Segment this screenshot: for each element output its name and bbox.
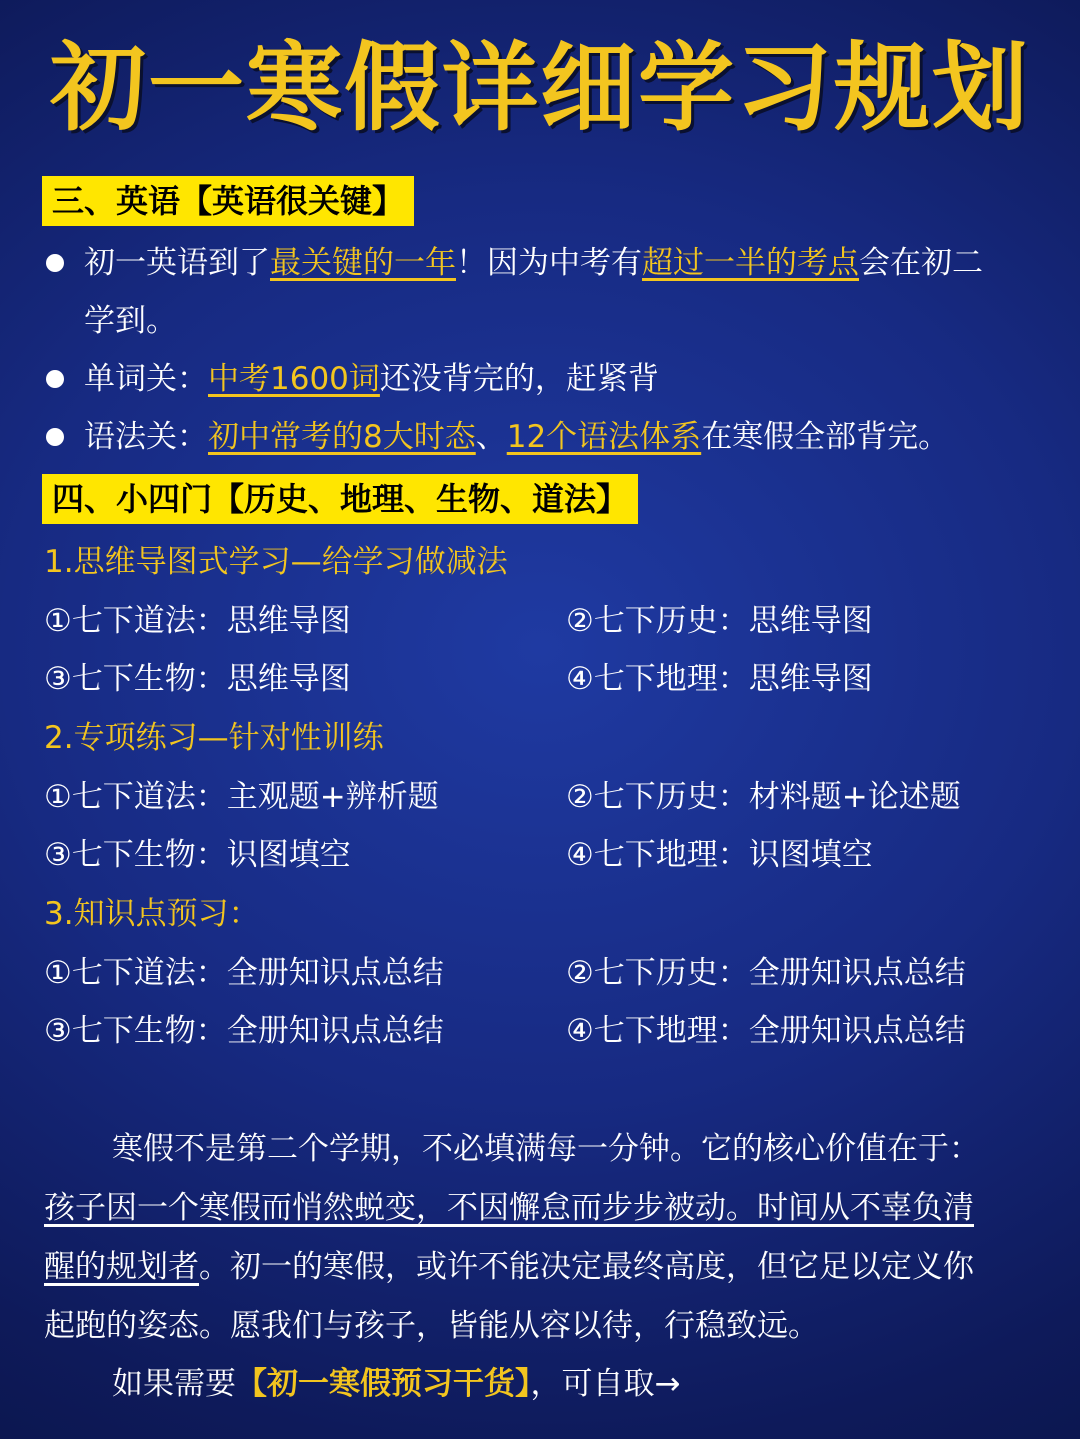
bullet-dot bbox=[46, 254, 64, 272]
text-span: ！因为中考有 bbox=[456, 245, 642, 281]
text-span: 在寒假全部背完。 bbox=[701, 419, 950, 455]
text-span: 单词关： bbox=[84, 361, 208, 397]
list-item: ④七下地理：识图填空 bbox=[566, 837, 873, 873]
list-item: ①七下道法：全册知识点总结 bbox=[44, 955, 444, 991]
list-item: ④七下地理：思维导图 bbox=[566, 661, 873, 697]
underlined-span: 醒的规划者 bbox=[44, 1249, 199, 1285]
english-bullet-1-continued: 学到。 bbox=[84, 303, 177, 339]
list-item: ③七下生物：识图填空 bbox=[44, 837, 351, 873]
closing-line-2: 孩子因一个寒假而悄然蜕变，不因懈怠而步步被动。时间从不辜负清 bbox=[44, 1190, 974, 1226]
text-span: 语法关： bbox=[84, 419, 208, 455]
text-span: ，可自取→ bbox=[530, 1366, 681, 1402]
text-span: 。初一的寒假，或许不能决定最终高度，但它足以定义你 bbox=[199, 1249, 974, 1285]
page-title: 初一寒假详细学习规划 bbox=[50, 32, 1030, 144]
text-span: 会在初二 bbox=[859, 245, 983, 281]
highlight-span: 12个语法体系 bbox=[506, 419, 702, 455]
highlight-span: 中考1600词 bbox=[208, 361, 380, 397]
list-item: ①七下道法：主观题+辨析题 bbox=[44, 779, 439, 815]
section-title: 3.知识点预习： bbox=[44, 896, 260, 932]
bullet-dot bbox=[46, 428, 64, 446]
text-span: 还没背完的，赶紧背 bbox=[379, 361, 659, 397]
english-bullet-1 bbox=[84, 241, 983, 285]
list-item: ①七下道法：思维导图 bbox=[44, 603, 351, 639]
highlight-span: 最关键的一年 bbox=[270, 245, 456, 281]
closing-line-4: 起跑的姿态。愿我们与孩子，皆能从容以待，行稳致远。 bbox=[44, 1308, 819, 1344]
bullet-dot bbox=[46, 370, 64, 388]
highlight-span: 【初一寒假预习干货】 bbox=[236, 1366, 531, 1402]
list-item: ②七下历史：材料题+论述题 bbox=[566, 779, 961, 815]
text-span: 如果需要 bbox=[112, 1366, 236, 1402]
text-span: 初一英语到了 bbox=[84, 245, 270, 281]
call-to-action bbox=[112, 1362, 680, 1406]
list-item: ②七下历史：思维导图 bbox=[566, 603, 873, 639]
highlight-span: 超过一半的考点 bbox=[642, 245, 859, 281]
list-item: ③七下生物：全册知识点总结 bbox=[44, 1013, 444, 1049]
list-item: ④七下地理：全册知识点总结 bbox=[566, 1013, 966, 1049]
closing-line-3 bbox=[44, 1245, 974, 1289]
section-title: 1.思维导图式学习—给学习做减法 bbox=[44, 544, 508, 580]
subjects-heading: 四、小四门【历史、地理、生物、道法】 bbox=[42, 474, 638, 524]
english-heading: 三、英语【英语很关键】 bbox=[42, 176, 414, 226]
list-item: ③七下生物：思维导图 bbox=[44, 661, 351, 697]
closing-line-1: 寒假不是第二个学期，不必填满每一分钟。它的核心价值在于： bbox=[112, 1131, 980, 1167]
english-bullet-3 bbox=[84, 415, 949, 459]
highlight-span: 初中常考的8大时态 bbox=[208, 419, 476, 455]
list-item: ②七下历史：全册知识点总结 bbox=[566, 955, 966, 991]
section-title: 2.专项练习—针对性训练 bbox=[44, 720, 384, 756]
text-span: 、 bbox=[475, 419, 507, 455]
english-bullet-2 bbox=[84, 357, 659, 401]
